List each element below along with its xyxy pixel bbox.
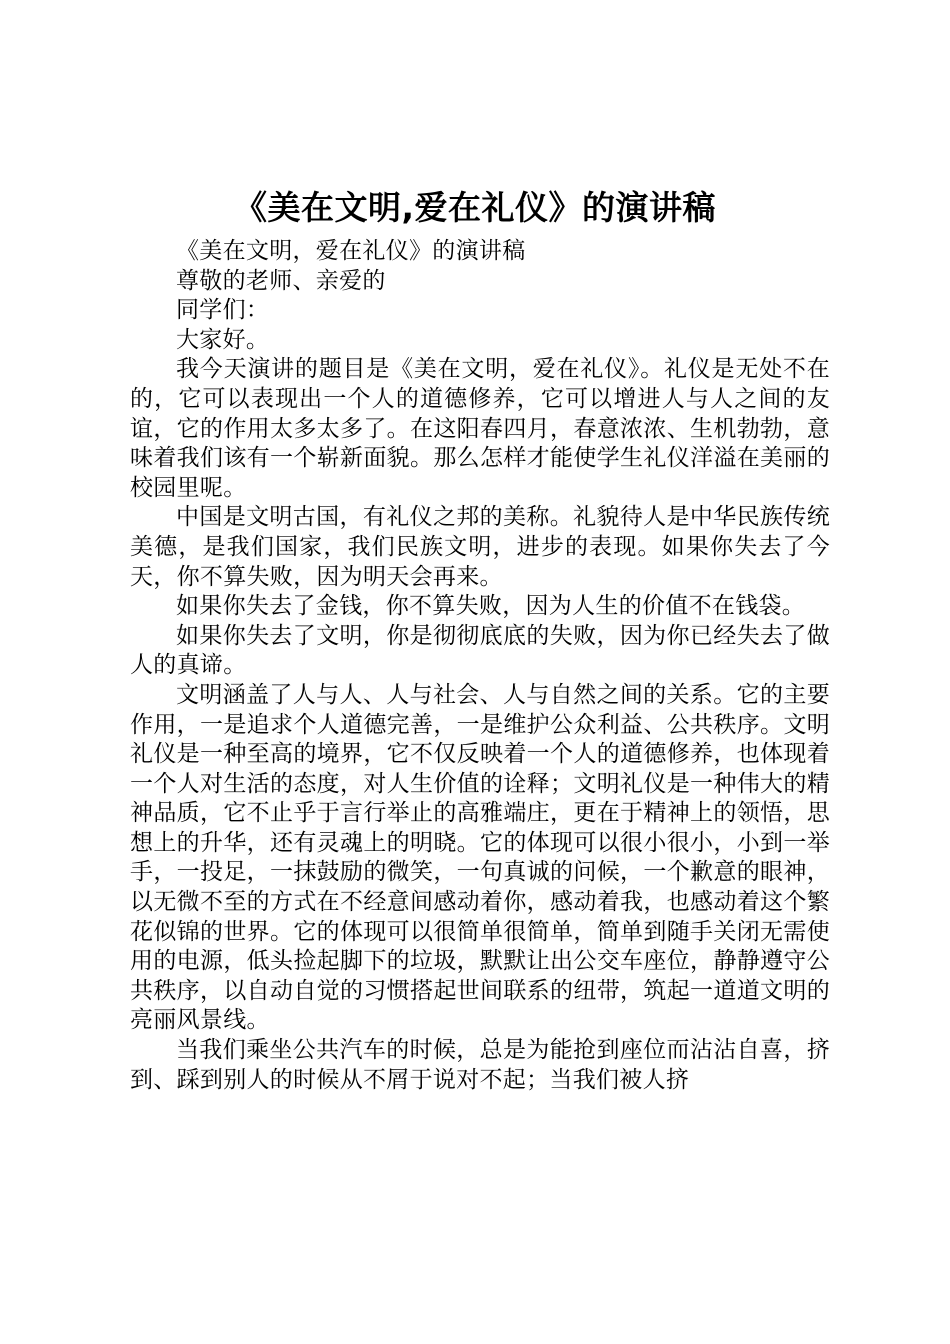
document-body: [130, 237, 830, 1095]
paragraph: 如果你失去了金钱，你不算失败，因为人生的价值不在钱袋。: [176, 593, 806, 620]
paragraph: 我今天演讲的题目是《美在文明，爱在礼仪》。礼仪是无处不在的，它可以表现出一个人的道德修养，它可以增进人与人之间的友谊，它的作用太多太多了。在这阳春四月，春意浓浓、生机勃勃，意味着我们该有一个崭新面貌。那么怎样才能使学生礼仪洋溢在美丽的校园里呢。: [130, 356, 830, 501]
paragraph-salutation-2: 同学们：: [176, 297, 270, 324]
paragraph: 当我们乘坐公共汽车的时候，总是为能抢到座位而沾沾自喜，挤到、踩到别人的时候从不屑于说对不起；当我们被人挤: [130, 1037, 830, 1093]
paragraph-salutation-1: 尊敬的老师、亲爱的: [176, 267, 386, 294]
paragraph: 如果你失去了文明，你是彻彻底底的失败，因为你已经失去了做人的真谛。: [130, 622, 830, 679]
paragraph-subtitle: 《美在文明，爱在礼仪》的演讲稿: [176, 238, 526, 264]
paragraph-greeting: 大家好。: [176, 326, 270, 353]
paragraph: 中国是文明古国，有礼仪之邦的美称。礼貌待人是中华民族传统美德，是我们国家，我们民族文明，进步的表现。如果你失去了今天，你不算失败，因为明天会再来。: [130, 504, 830, 590]
paragraph: 文明涵盖了人与人、人与社会、人与自然之间的关系。它的主要作用，一是追求个人道德完善，一是维护公众利益、公共秩序。文明礼仪是一种至高的境界，它不仅反映着一个人的道德修养，也体现着一个人对生活的态度，对人生价值的诠释；文明礼仪是一种伟大的精神品质，它不止乎于言行举止的高雅端庄，更在于精神上的领悟，思想上的升华，还有灵魂上的明晓。它的体现可以很小很小，小到一举手，一投足，一抹鼓励的微笑，一句真诚的问候，一个歉意的眼神，以无微不至的方式在不经意间感动着你，感动着我，也感动着这个繁花似锦的世界。它的体现可以很简单很简单，简单到随手关闭无需使用的电源，低头捡起脚下的垃圾，默默让出公交车座位，静静遵守公共秩序，以自动自觉的习惯搭起世间联系的纽带，筑起一道道文明的亮丽风景线。: [130, 681, 830, 1034]
document-title: 《美在文明,爱在礼仪》的演讲稿: [233, 188, 717, 227]
